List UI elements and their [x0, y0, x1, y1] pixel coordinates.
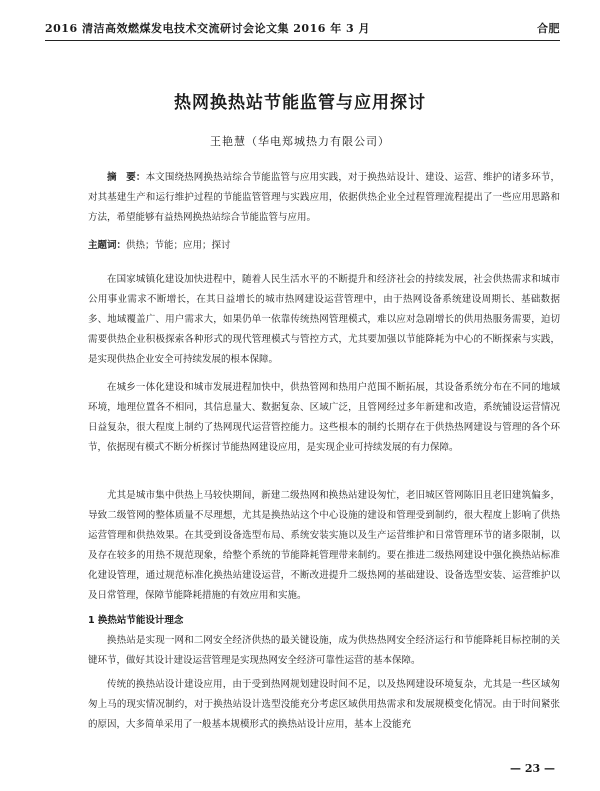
running-header-location: 合肥: [537, 22, 560, 35]
abstract: [88, 168, 560, 228]
body-paragraph: 尤其是城市集中供热上马较快期间，新建二级热网和换热站建设匆忙，老旧城区管网陈旧且老旧建筑偏多，导致二级管网的整体质量不尽理想，尤其是换热站这个中心设施的建设和管理受到制约，很大程度上影响了供热运营管理和供热效果。在其受到设备选型布局、系统安装实施以及生产运营维护和日常管理环节的诸多限制，以及存在较多的用热不规范现象，给整个系统的节能降耗管理带来制约。要在推进二级热网建设中强化换热站标准化建设管理，通过规范标准化换热站建设运营，不断改进提升二级热网的基础建设、设备选型安装、运营维护以及日常管理，保障节能降耗措施的有效应用和实施。: [88, 490, 560, 601]
body-paragraph: 传统的换热站设计建设应用，由于受到热网规划建设时间不足，以及热网建设环境复杂，尤其是一些区域匆匆上马的现实情况制约，对于换热站设计选型没能充分考虑区域供用热需求和发展规模变化情况。由于时间紧张的原因，大多简单采用了一般基本规模形式的换热站设计应用，基本上没能充: [88, 679, 560, 730]
keywords: [88, 236, 560, 256]
paper-title: 热网换热站节能监管与应用探讨: [174, 93, 426, 113]
author-line: 王艳慧（华电郑城热力有限公司）: [210, 135, 390, 148]
keywords-label: 主题词：: [88, 240, 127, 251]
running-header-title: 2016 清洁高效燃煤发电技术交流研讨会论文集 2016 年 3 月: [45, 22, 371, 35]
section-heading: 1 换热站节能设计理念: [88, 615, 184, 626]
keywords-text: 供热；节能；应用；探讨: [126, 240, 231, 251]
body-paragraph: 换热站是实现一网和二网安全经济供热的最关键设施，成为供热热网安全经济运行和节能降耗目标控制的关键环节，做好其设计建设运营管理是实现热网安全经济可靠性运营的基本保障。: [88, 635, 560, 666]
abstract-label: 摘 要：: [107, 172, 146, 183]
body-paragraph: 在城乡一体化建设和城市发展进程加快中，供热管网和热用户范围不断拓展，其设备系统分布在不同的地域环境，地理位置各不相同，其信息量大、数据复杂、区域广泛，且管网经过多年新建和改造，系统铺设运营情况日益复杂，很大程度上制约了热网现代运营管控能力。这些根本的制约长期存在于供热热网建设与管理的各个环节，依据现有模式不断分析探讨节能热网建设应用，是实现企业可持续发展的有力保障。: [88, 382, 560, 453]
running-header: [45, 20, 560, 41]
page-number: — 23 —: [510, 762, 555, 775]
abstract-text: 本文围绕热网换热站综合节能监管与应用实践，对于换热站设计、建设、运营、维护的诸多环节，对其基建生产和运行维护过程的节能监管管理与实践应用，依据供热企业全过程管理流程提出了一些应用思路和方法，希望能够有益热网换热站综合节能监管与应用。: [88, 172, 560, 223]
body-paragraph: 在国家城镇化建设加快进程中，随着人民生活水平的不断提升和经济社会的持续发展，社会供热需求和城市公用事业需求不断增长，在其日益增长的城市热网建设运营管理中，由于热网设备系统建设周期长、基础数据多、地域覆盖广、用户需求大，如果仍单一依靠传统热网管理模式，难以应对急剧增长的供用热服务需要，迫切需要供热企业积极探索各种形式的现代管理模式与管控方式，尤其要加强以节能降耗为中心的不断探索与实践，是实现供热企业安全可持续发展的根本保障。: [88, 274, 560, 365]
